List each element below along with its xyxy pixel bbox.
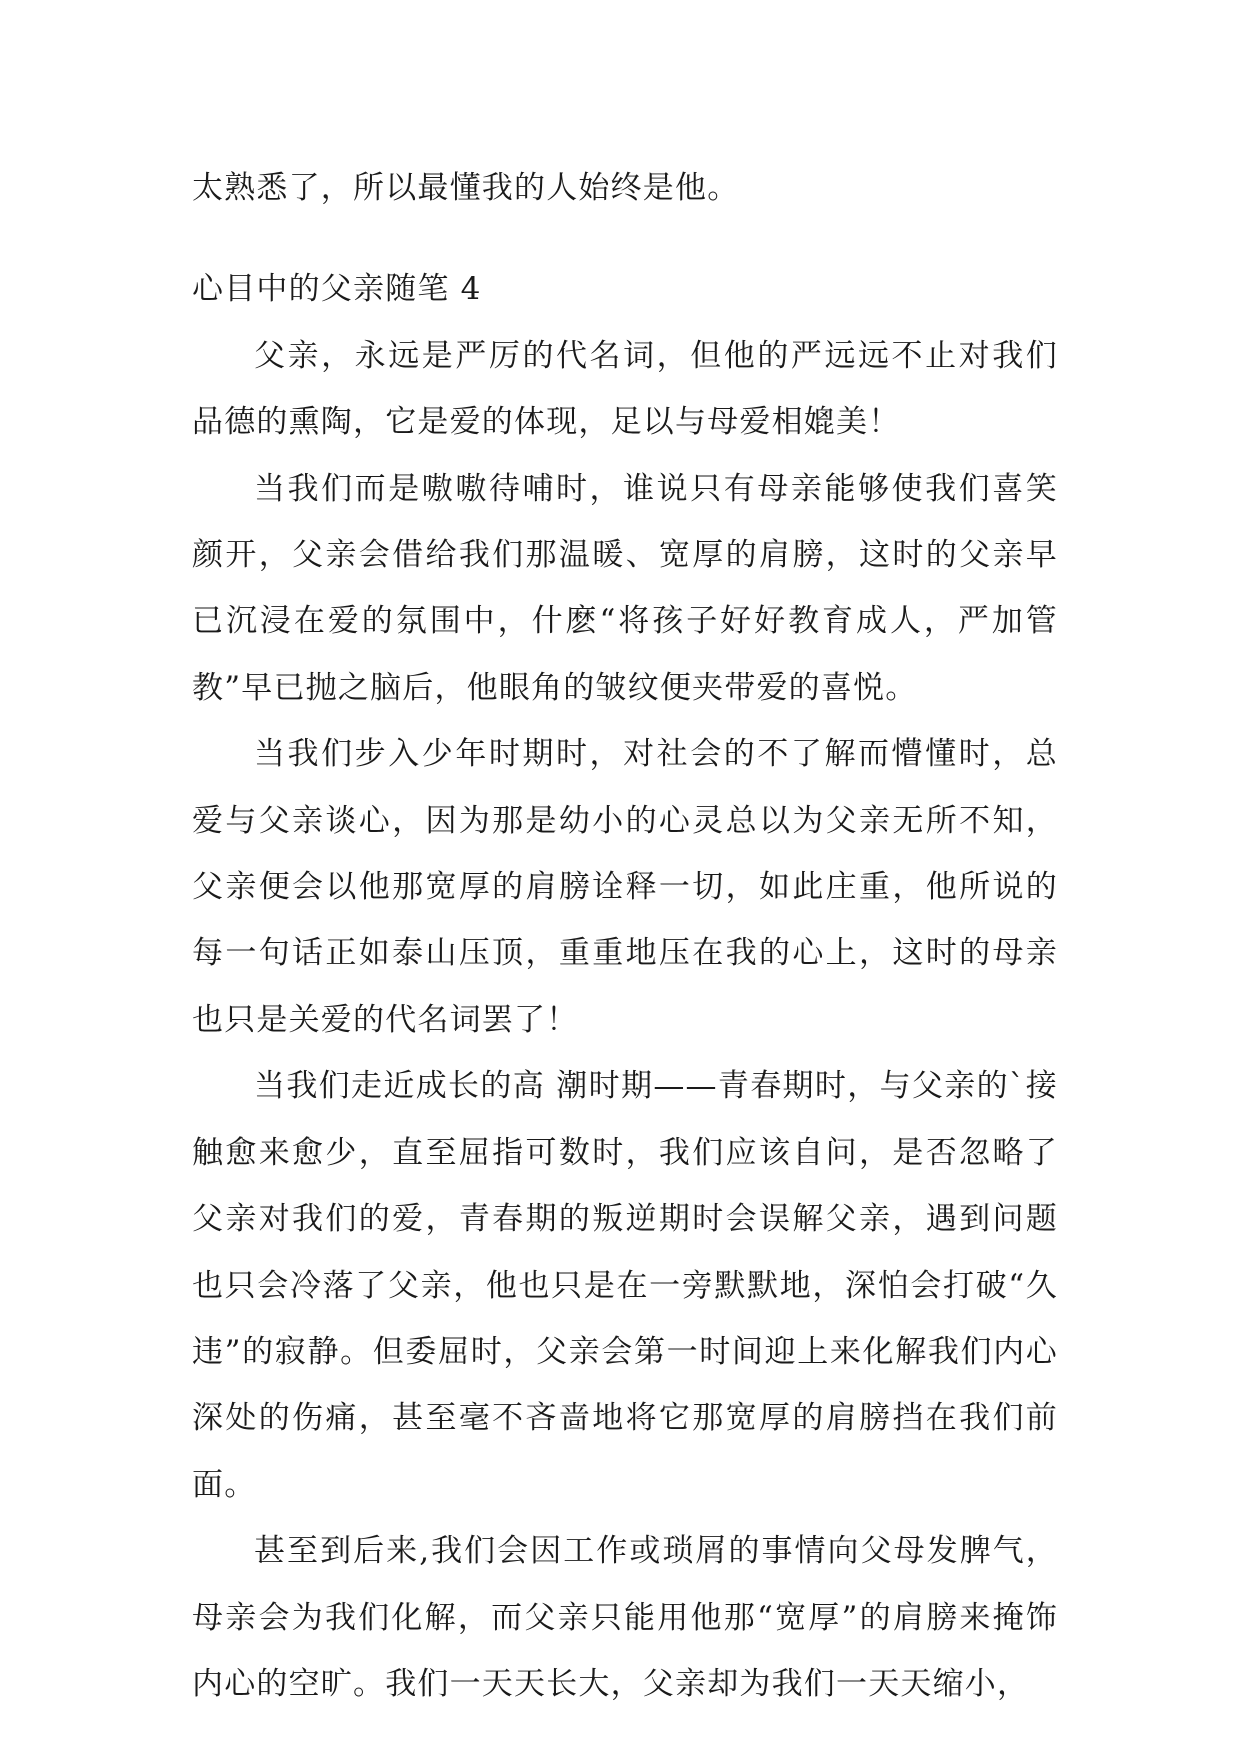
body-paragraph: 当我们而是嗷嗷待哺时，谁说只有母亲能够使我们喜笑颜开，父亲会借给我们那温暖、宽厚的肩膀，这时的父亲早已沉浸在爱的氛围中，什麽“将孩子好好教育成人，严加管教”早已抛之脑后，他眼角的皱纹便夹带爱的喜悦。 [192,470,1058,706]
document-body [192,155,1058,1717]
body-paragraph: 甚至到后来,我们会因工作或琐屑的事情向父母发脾气，母亲会为我们化解，而父亲只能用他那“宽厚”的肩膀来掩饰内心的空旷。我们一天天长大，父亲却为我们一天天缩小， [192,1533,1058,1702]
paragraph-gap [192,221,1058,256]
body-paragraph: 父亲，永远是严厉的代名词，但他的严远远不止对我们品德的熏陶，它是爱的体现，足以与母爱相媲美！ [192,337,1058,441]
lead-paragraph: 太熟悉了，所以最懂我的人始终是他。 [192,170,740,206]
body-paragraph: 当我们步入少年时期时，对社会的不了解而懵懂时，总爱与父亲谈心，因为那是幼小的心灵总以为父亲无所不知，父亲便会以他那宽厚的肩膀诠释一切，如此庄重，他所说的每一句话正如泰山压顶，重重地压在我的心上，这时的母亲也只是关爱的代名词罢了！ [192,736,1058,1038]
body-paragraph: 当我们走近成长的高 潮时期——青春期时，与父亲的`接触愈来愈少，直至屈指可数时，我们应该自问，是否忽略了父亲对我们的爱，青春期的叛逆期时会误解父亲，遇到问题也只会冷落了父亲，他也只是在一旁默默地，深怕会打破“久违”的寂静。但委屈时，父亲会第一时间迎上来化解我们内心深处的伤痛，甚至毫不吝啬地将它那宽厚的肩膀挡在我们前面。 [192,1068,1058,1503]
section-title: 心目中的父亲随笔 4 [192,271,482,308]
